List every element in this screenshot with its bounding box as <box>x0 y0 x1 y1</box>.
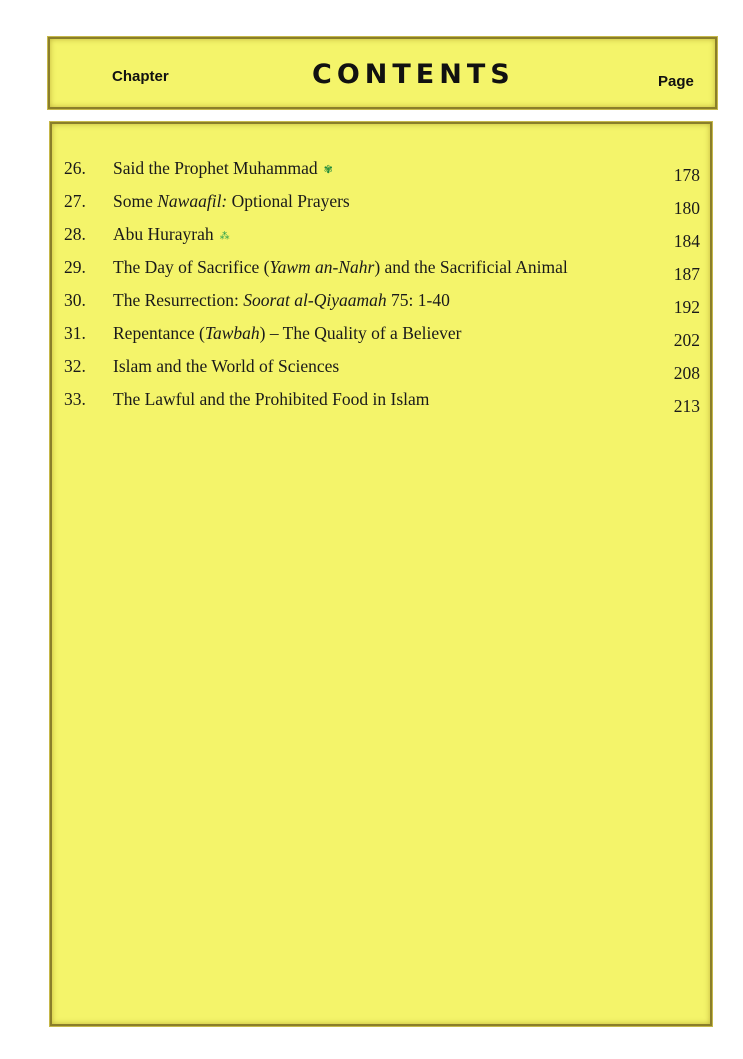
toc-entry[interactable] <box>64 356 700 389</box>
toc-entry[interactable] <box>64 158 700 191</box>
toc-entry[interactable] <box>64 257 700 290</box>
chapter-title[interactable]: Islam and the World of Sciences <box>113 356 340 376</box>
chapter-number: 32. <box>64 356 86 376</box>
toc-entry[interactable] <box>64 389 700 422</box>
chapter-title[interactable]: The Day of Sacrifice (Yawm an-Nahr) and the Sacrificial Animal <box>113 257 568 277</box>
chapter-title[interactable]: Repentance (Tawbah) – The Quality of a Believer <box>113 323 462 343</box>
honorific-calligraphy-icon: ⁂ <box>219 231 230 242</box>
toc-entry[interactable] <box>64 290 700 323</box>
page-number: 192 <box>673 297 700 317</box>
chapter-title[interactable]: The Resurrection: Soorat al-Qiyaamah 75: 1-40 <box>113 290 450 310</box>
page-column-label: Page <box>658 73 694 90</box>
chapter-title[interactable]: Said the Prophet Muhammad ✾ <box>113 158 338 179</box>
chapter-title[interactable]: Abu Hurayrah ⁂ <box>113 224 234 245</box>
chapter-number: 27. <box>64 191 86 211</box>
chapter-title[interactable]: The Lawful and the Prohibited Food in Islam <box>113 389 430 409</box>
contents-header-panel <box>48 37 717 109</box>
chapter-number: 28. <box>64 224 86 244</box>
page-number: 187 <box>673 264 700 284</box>
chapter-number: 26. <box>64 158 86 178</box>
chapter-column-label: Chapter <box>112 68 169 85</box>
toc-entry[interactable] <box>64 191 700 224</box>
toc-list <box>64 158 700 422</box>
toc-entry[interactable] <box>64 323 700 356</box>
page-number: 184 <box>673 231 700 251</box>
page-number: 202 <box>673 330 700 350</box>
chapter-number: 31. <box>64 323 86 343</box>
chapter-number: 29. <box>64 257 86 277</box>
contents-panel <box>50 122 712 1026</box>
honorific-calligraphy-icon: ✾ <box>323 163 333 176</box>
toc-entry[interactable] <box>64 224 700 257</box>
chapter-number: 30. <box>64 290 86 310</box>
chapter-number: 33. <box>64 389 86 409</box>
chapter-title[interactable]: Some Nawaafil: Optional Prayers <box>113 191 350 211</box>
page-title: CONTENTS <box>312 59 515 90</box>
page-number: 213 <box>673 396 700 416</box>
page-number: 208 <box>673 363 700 383</box>
page-number: 180 <box>673 198 700 218</box>
page-number: 178 <box>673 165 700 185</box>
